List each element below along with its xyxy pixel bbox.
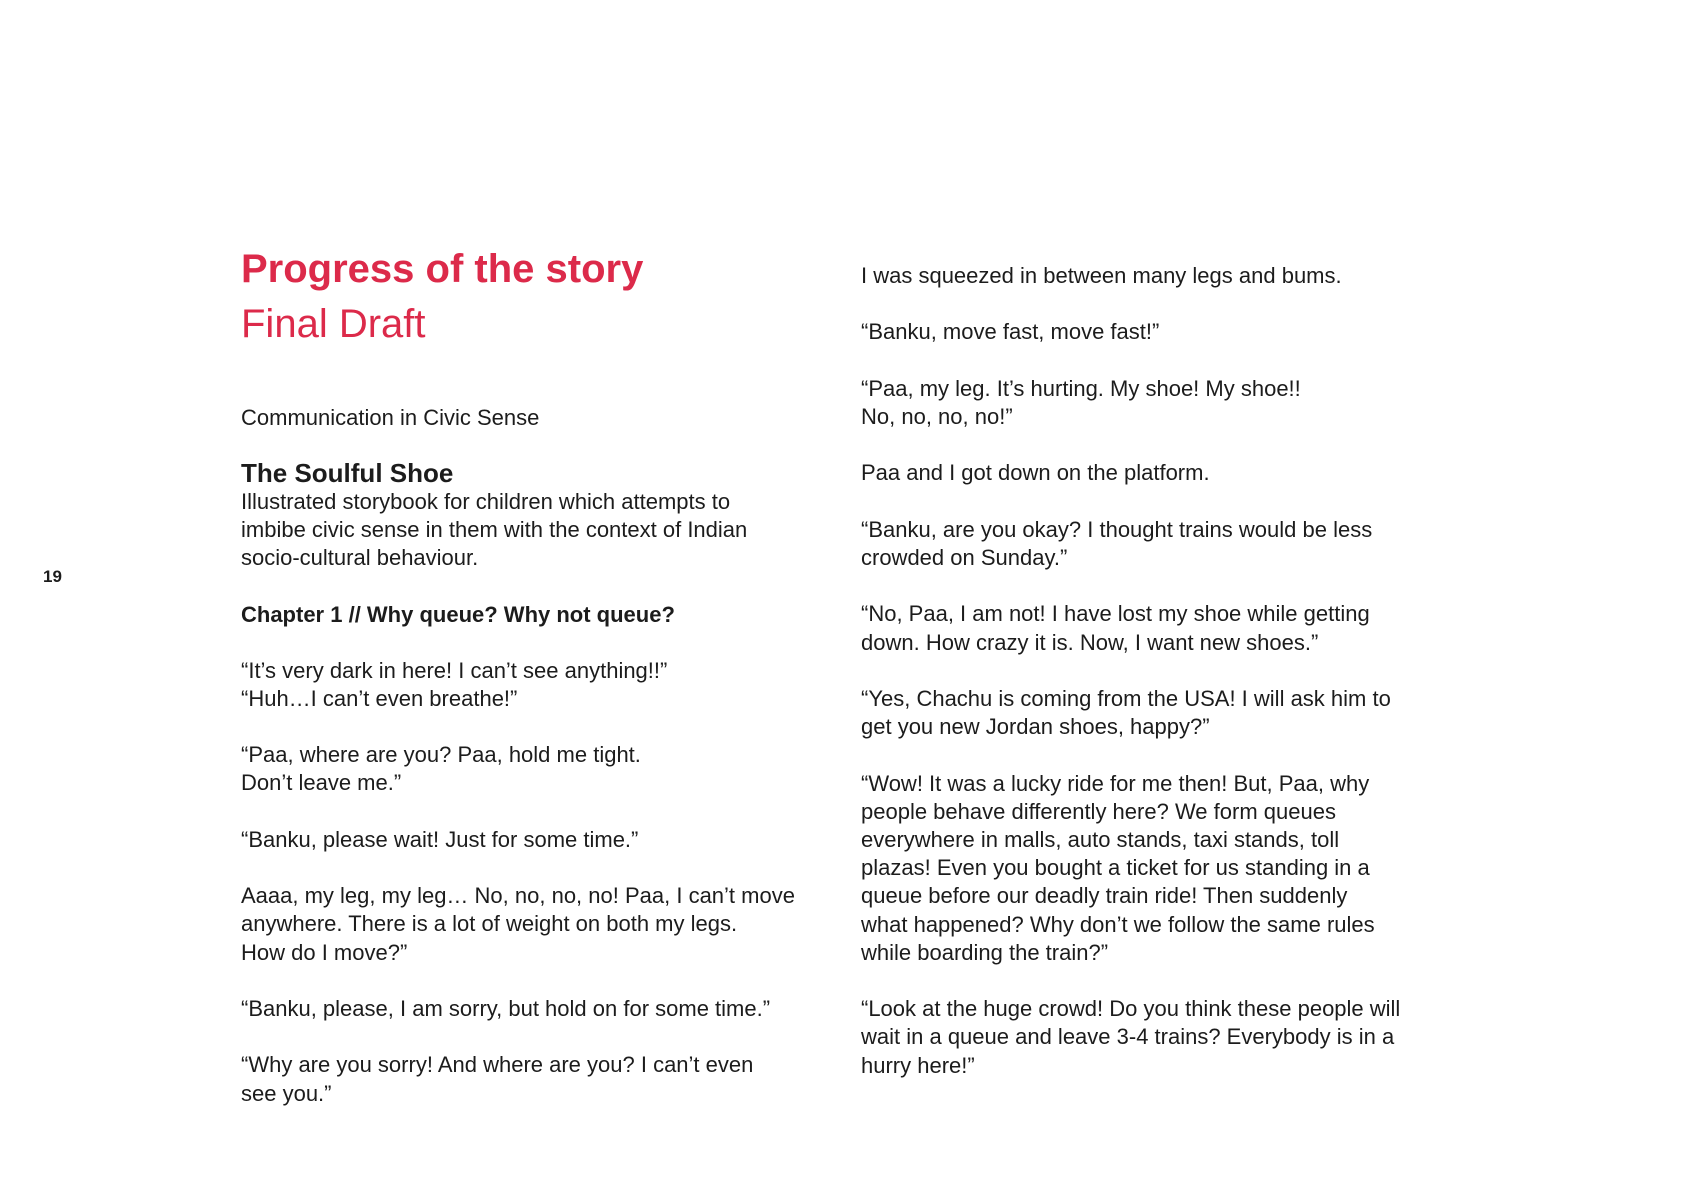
story-paragraph: “Why are you sorry! And where are you? I can’t even see you.” [241,1052,754,1106]
page-number: 19 [43,567,62,586]
story-paragraph: Aaaa, my leg, my leg… No, no, no, no! Paa, I can’t move anywhere. There is a lot of weight on both my legs. How do I move?” [241,883,795,965]
story-paragraph: “Yes, Chachu is coming from the USA! I will ask him to get you new Jordan shoes, happy?” [861,685,1391,740]
story-paragraph: “Paa, where are you? Paa, hold me tight. Don’t leave me.” [241,742,641,796]
story-paragraph: “Banku, are you okay? I thought trains would be less crowded on Sunday.” [861,516,1373,570]
story-paragraph: “No, Paa, I am not! I have lost my shoe while getting down. How crazy it is. Now, I want new shoes.” [861,601,1370,655]
page-title: Progress of the story [241,247,644,291]
left-column [241,242,841,1136]
chapter-heading: Chapter 1 // Why queue? Why not queue? [241,601,675,627]
book-description: Illustrated storybook for children which attempts to imbibe civic sense in them with the context of Indian socio-cultural behaviour. [241,489,748,571]
book-title: The Soulful Shoe [241,458,454,488]
story-paragraph: “It’s very dark in here! I can’t see anything!!” “Huh…I can’t even breathe!” [241,657,668,711]
story-paragraph: “Look at the huge crowd! Do you think these people will wait in a queue and leave 3-4 trains? Everybody is in a hurry here!” [861,996,1401,1078]
page-subtitle: Final Draft [241,302,426,346]
story-paragraph: “Paa, my leg. It’s hurting. My shoe! My shoe!! No, no, no, no!” [861,375,1301,429]
story-paragraph: “Banku, move fast, move fast!” [861,319,1160,345]
story-paragraph: “Banku, please, I am sorry, but hold on for some time.” [241,995,771,1021]
story-paragraph: I was squeezed in between many legs and bums. [861,263,1342,288]
subject-line: Communication in Civic Sense [241,405,540,430]
story-paragraph: Paa and I got down on the platform. [861,460,1210,486]
right-column [861,262,1481,1108]
story-paragraph: “Wow! It was a lucky ride for me then! But, Paa, why people behave differently here? We form queues everywhere in malls, auto stands, taxi stands, toll plazas! Even you bought a ticket for us standing in a queue before our deadly train ride! Then suddenly what happened? Why don’t we follow the same rules while boarding the train?” [861,770,1375,965]
story-paragraph: “Banku, please wait! Just for some time.” [241,826,639,852]
left-paragraphs [241,657,841,1108]
